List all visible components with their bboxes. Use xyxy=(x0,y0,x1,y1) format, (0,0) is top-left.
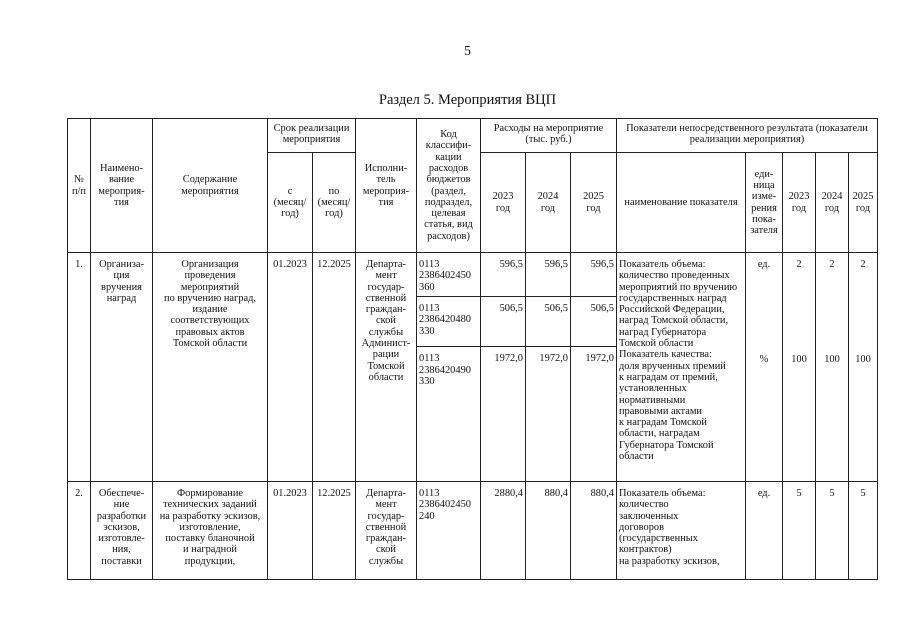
row-indicator-2023 xyxy=(783,253,816,482)
row-expense-2025: 596,5 xyxy=(571,253,617,297)
row-num: 2. xyxy=(68,482,91,580)
row-indicator-2025: 5 xyxy=(849,482,878,580)
row-code: 0113 2386420480 330 xyxy=(417,297,481,347)
header-num: № п/п xyxy=(68,119,91,253)
header-indicators: Показатели непосредственного результата (показатели реализации мероприятия) xyxy=(617,119,878,153)
header-expense-2024: 2024 год xyxy=(526,153,571,253)
row-expense-2023: 596,5 xyxy=(481,253,526,297)
row-expense-2025: 1972,0 xyxy=(571,347,617,482)
row-unit-volume: ед. xyxy=(757,259,771,270)
row-executor: Департа- мент государ- ственной граждан- ской службы xyxy=(356,482,417,580)
row-name: Организа- ция вручения наград xyxy=(91,253,153,482)
row-expense-2023: 1972,0 xyxy=(481,347,526,482)
row-period-from: 01.2023 xyxy=(268,253,313,482)
row-expense-2025: 506,5 xyxy=(571,297,617,347)
row-code: 0113 2386402450 360 xyxy=(417,253,481,297)
row-num: 1. xyxy=(68,253,91,482)
row-unit xyxy=(746,253,783,482)
row-value-volume: 2 xyxy=(796,259,802,270)
row-indicator-2025 xyxy=(849,253,878,482)
header-executor: Исполни- тель мероприя- тия xyxy=(356,119,417,253)
row-expense-2023: 2880,4 xyxy=(481,482,526,580)
row-value-volume: 2 xyxy=(829,259,835,270)
row-name: Обеспече- ние разработки эскизов, изготовле- ния, поставки xyxy=(91,482,153,580)
row-unit-quality: % xyxy=(759,354,769,365)
row-value-quality: 100 xyxy=(824,354,840,365)
row-indicator-2024 xyxy=(816,253,849,482)
header-indicator-2024: 2024 год xyxy=(816,153,849,253)
header-code: Код классифи- кации расходов бюджетов (раздел, подраздел, целевая статья, вид расходов) xyxy=(417,119,481,253)
header-indicator-name: наименование показателя xyxy=(617,153,746,253)
row-period-to: 12.2025 xyxy=(313,482,356,580)
row-executor: Департа- мент государ- ственной граждан- ской службы Админист- рации Томской области xyxy=(356,253,417,482)
header-expense-2023: 2023 год xyxy=(481,153,526,253)
row-indicator-2024: 5 xyxy=(816,482,849,580)
header-unit: еди- ница изме- рения пока- зателя xyxy=(746,153,783,253)
row-indicator-2023: 5 xyxy=(783,482,816,580)
measures-table xyxy=(67,118,878,580)
row-expense-2025: 880,4 xyxy=(571,482,617,580)
header-period: Срок реализации мероприятия xyxy=(268,119,356,153)
row-unit: ед. xyxy=(746,482,783,580)
row-expense-2024: 880,4 xyxy=(526,482,571,580)
row-expense-2024: 596,5 xyxy=(526,253,571,297)
row-expense-2024: 1972,0 xyxy=(526,347,571,482)
header-row-1 xyxy=(68,119,878,153)
header-name: Наимено- вание мероприя- тия xyxy=(91,119,153,253)
row-period-from: 01.2023 xyxy=(268,482,313,580)
header-indicator-2025: 2025 год xyxy=(849,153,878,253)
row-value-quality: 100 xyxy=(791,354,807,365)
table-row xyxy=(68,253,878,297)
row-code: 0113 2386402450 240 xyxy=(417,482,481,580)
header-period-to: по (месяц/ год) xyxy=(313,153,356,253)
row-value-volume: 2 xyxy=(860,259,866,270)
row-period-to: 12.2025 xyxy=(313,253,356,482)
header-content: Содержание мероприятия xyxy=(153,119,268,253)
row-indicator-text: Показатель объема: количество проведенных мероприятий по вручению государственных наград Российской Федерации, наград Томской области, наград Губернатора Томской области Показатель качества: доля врученных премий к наградам от премий, установленных нормативными правовыми актами к наградам Томской области, наградам Губернатора Томской области xyxy=(617,253,746,482)
section-title: Раздел 5. Мероприятия ВЦП xyxy=(378,92,557,108)
row-code: 0113 2386420490 330 xyxy=(417,347,481,482)
row-expense-2023: 506,5 xyxy=(481,297,526,347)
header-expense-2025: 2025 год xyxy=(571,153,617,253)
header-period-from: с (месяц/ год) xyxy=(268,153,313,253)
header-expenses: Расходы на мероприятие (тыс. руб.) xyxy=(481,119,617,153)
row-content: Организация проведения мероприятий по вручению наград, издание соответствующих правовых актов Томской области xyxy=(153,253,268,482)
row-expense-2024: 506,5 xyxy=(526,297,571,347)
header-indicator-2023: 2023 год xyxy=(783,153,816,253)
row-value-quality: 100 xyxy=(855,354,871,365)
row-indicator-text: Показатель объема: количество заключенных договоров (государственных контрактов) на разработку эскизов, xyxy=(617,482,746,580)
page-number: 5 xyxy=(464,44,471,59)
row-content: Формирование технических заданий на разработку эскизов, изготовление, поставку бланочной и наградной продукции, xyxy=(153,482,268,580)
table-row xyxy=(68,482,878,580)
